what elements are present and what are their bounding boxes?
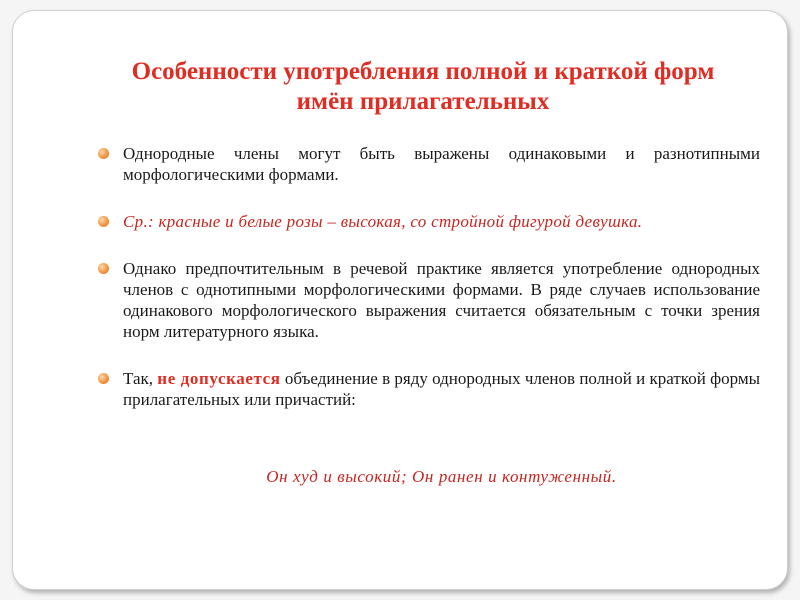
bullet-text-pre: Так, — [123, 369, 158, 388]
bullet-highlight: не допускается — [157, 369, 281, 388]
bullet-item — [123, 211, 760, 232]
title-line-1: Особенности употребления полной и краткой форм — [131, 58, 715, 85]
bullet-text: Ср.: красные и белые розы – высокая, со стройной фигурой девушка. — [123, 212, 643, 231]
bullet-text: Однако предпочтительным в речевой практике является употребление однородных членов с однотипными морфологическими формами. В ряде случаев использование одинакового морфологического выражения считается обязательным с точки зрения норм литературного языка. — [123, 259, 760, 341]
slide-title — [83, 57, 763, 117]
title-line-2: имён прилагательных — [296, 88, 550, 115]
slide-card — [12, 10, 788, 590]
bullet-text: Однородные члены могут быть выражены одинаковыми и разнотипными морфологическими формами. — [123, 144, 760, 184]
bullet-icon — [98, 263, 109, 274]
bullet-icon — [98, 148, 109, 159]
bullet-list — [123, 143, 760, 410]
bullet-icon — [98, 216, 109, 227]
bullet-item — [123, 258, 760, 342]
example-sentence: Он худ и высокий; Он ранен и контуженный. — [266, 467, 617, 486]
bullet-item — [123, 368, 760, 410]
bullet-item — [123, 143, 760, 185]
bullet-text-post: объединение в ряду однородных членов полной и краткой формы прилагательных или причастий: — [123, 369, 761, 409]
bullet-icon — [98, 373, 109, 384]
